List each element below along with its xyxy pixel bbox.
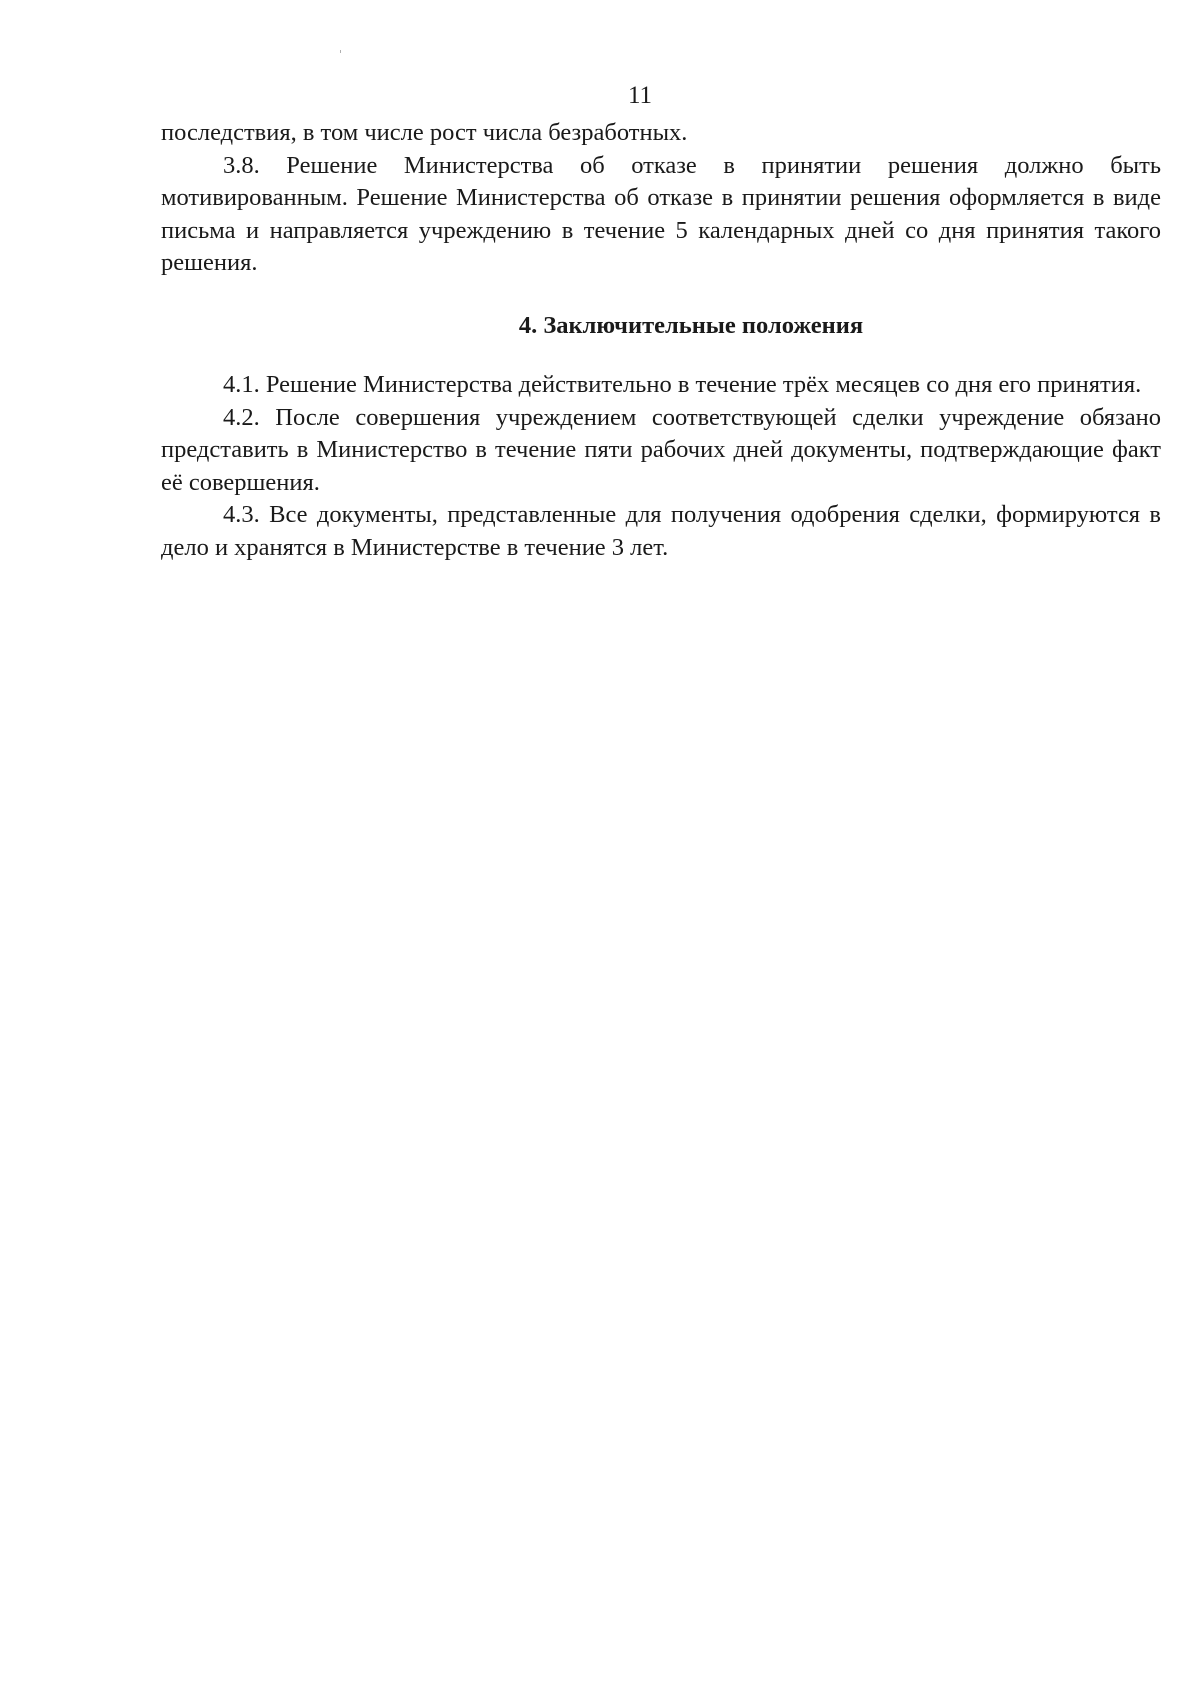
- scan-artifact: [340, 50, 341, 53]
- paragraph-continuation: последствия, в том числе рост числа безработных.: [161, 119, 688, 146]
- paragraph-4-3: 4.3. Все документы, представленные для получения одобрения сделки, формируются в дело и хранятся в Министерстве в течение 3 лет.: [161, 501, 1161, 561]
- document-body: [161, 117, 1161, 564]
- paragraph-3-8: 3.8. Решение Министерства об отказе в принятии решения должно быть мотивированным. Решение Министерства об отказе в принятии решения оформляется в виде письма и направляется учреждению в течение 5 календарных дней со дня принятия такого решения.: [161, 151, 1161, 276]
- page-number: 11: [627, 82, 653, 109]
- paragraph-4-1: 4.1. Решение Министерства действительно в течение трёх месяцев со дня его принятия.: [223, 371, 1142, 398]
- paragraph-4-2: 4.2. После совершения учреждением соответствующей сделки учреждение обязано представить в Министерство в течение пяти рабочих дней документы, подтверждающие факт её совершения.: [161, 403, 1161, 496]
- section-heading: 4. Заключительные положения: [518, 311, 864, 339]
